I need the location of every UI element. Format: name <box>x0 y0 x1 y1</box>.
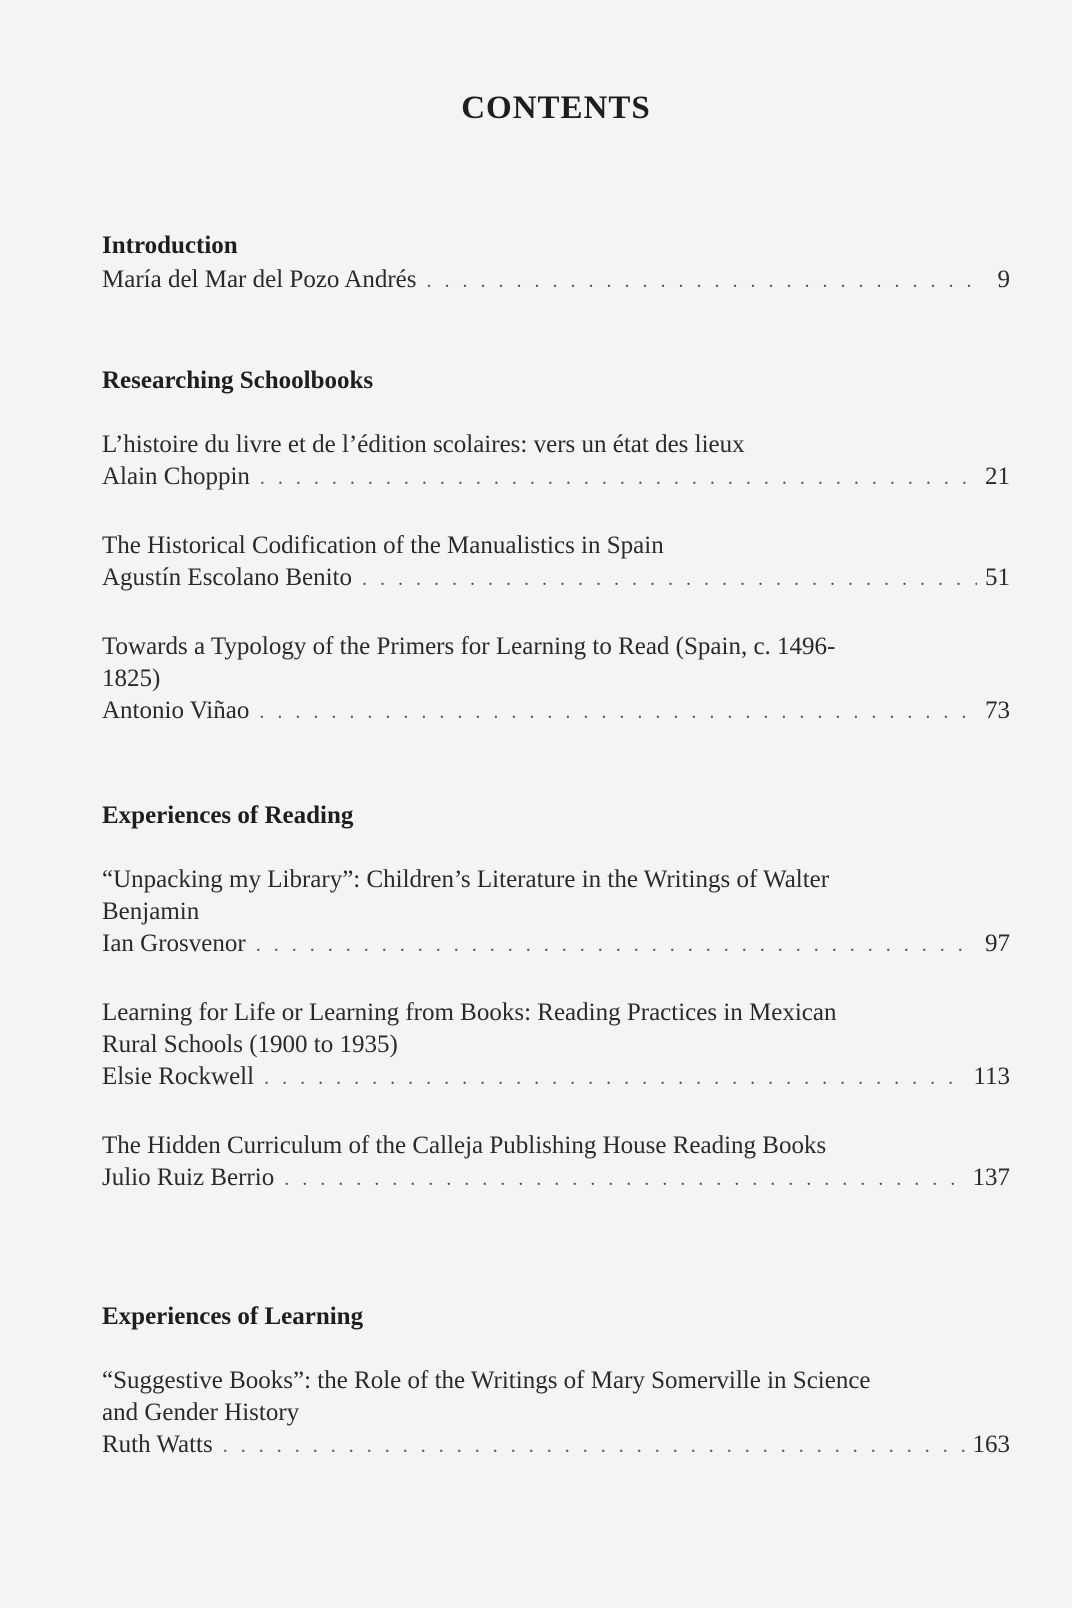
entry-title: Towards a Typology of the Primers for Learning to Read (Spain, c. 1496-1825) <box>102 633 836 692</box>
toc-entry[interactable] <box>102 864 1010 961</box>
toc-entry-line <box>102 562 1010 595</box>
entry-title: The Historical Codification of the Manualistics in Spain <box>102 532 664 559</box>
toc-entry-line <box>102 1429 1010 1462</box>
toc-entry[interactable] <box>102 429 1010 494</box>
toc-entry[interactable] <box>102 1365 1010 1462</box>
dot-leader <box>427 265 982 297</box>
section-introduction <box>102 230 1010 297</box>
entry-page-number: 51 <box>985 564 1010 591</box>
entry-author: Antonio Viñao <box>102 697 250 724</box>
entry-title: The Hidden Curriculum of the Calleja Publishing House Reading Books <box>102 1132 827 1159</box>
section-heading: Introduction <box>102 232 238 259</box>
entry-page-number: 21 <box>985 463 1010 490</box>
dot-leader <box>223 1430 965 1462</box>
dot-leader <box>260 462 977 494</box>
entry-author: Ruth Watts <box>102 1431 213 1458</box>
section-researching-schoolbooks <box>102 365 1010 728</box>
section-experiences-of-reading <box>102 800 1010 1195</box>
toc-entry-line <box>102 1061 1010 1094</box>
entry-author: Ian Grosvenor <box>102 930 246 957</box>
entry-page-number: 73 <box>985 697 1010 724</box>
dot-leader <box>256 929 977 961</box>
entry-author: Agustín Escolano Benito <box>102 564 352 591</box>
entry-title: “Suggestive Books”: the Role of the Writings of Mary Somerville in Science and Gender History <box>102 1367 871 1426</box>
entry-author: Elsie Rockwell <box>102 1063 255 1090</box>
toc-entry[interactable] <box>102 631 1010 728</box>
section-experiences-of-learning <box>102 1301 1010 1462</box>
toc-entry-line <box>102 928 1010 961</box>
dot-leader <box>264 1062 965 1094</box>
toc-entry-line <box>102 461 1010 494</box>
toc-entry[interactable] <box>102 997 1010 1094</box>
section-heading: Experiences of Learning <box>102 1303 364 1330</box>
entry-author: Julio Ruiz Berrio <box>102 1164 275 1191</box>
toc-entry-line <box>102 695 1010 728</box>
toc-entry[interactable] <box>102 1130 1010 1195</box>
entry-author: María del Mar del Pozo Andrés <box>102 266 417 293</box>
page-title: CONTENTS <box>461 90 651 126</box>
entry-page-number: 97 <box>985 930 1010 957</box>
dot-leader <box>362 563 977 595</box>
entry-author: Alain Choppin <box>102 463 250 490</box>
section-heading: Researching Schoolbooks <box>102 367 374 394</box>
entry-title: “Unpacking my Library”: Children’s Literature in the Writings of Walter Benjamin <box>102 866 830 925</box>
entry-page-number: 163 <box>972 1431 1010 1458</box>
section-heading: Experiences of Reading <box>102 802 354 829</box>
entry-page-number: 9 <box>997 266 1010 293</box>
contents-page <box>102 0 1010 1608</box>
dot-leader <box>284 1163 964 1195</box>
toc-entry[interactable] <box>102 530 1010 595</box>
entry-title: L’histoire du livre et de l’édition scolaires: vers un état des lieux <box>102 431 745 458</box>
entry-page-number: 113 <box>973 1063 1010 1090</box>
dot-leader <box>259 696 977 728</box>
entry-title: Learning for Life or Learning from Books: Reading Practices in Mexican Rural Schools (1900 to 1935) <box>102 999 837 1058</box>
toc-entry-line[interactable] <box>102 264 1010 297</box>
entry-page-number: 137 <box>972 1164 1010 1191</box>
toc-entry-line <box>102 1162 1010 1195</box>
